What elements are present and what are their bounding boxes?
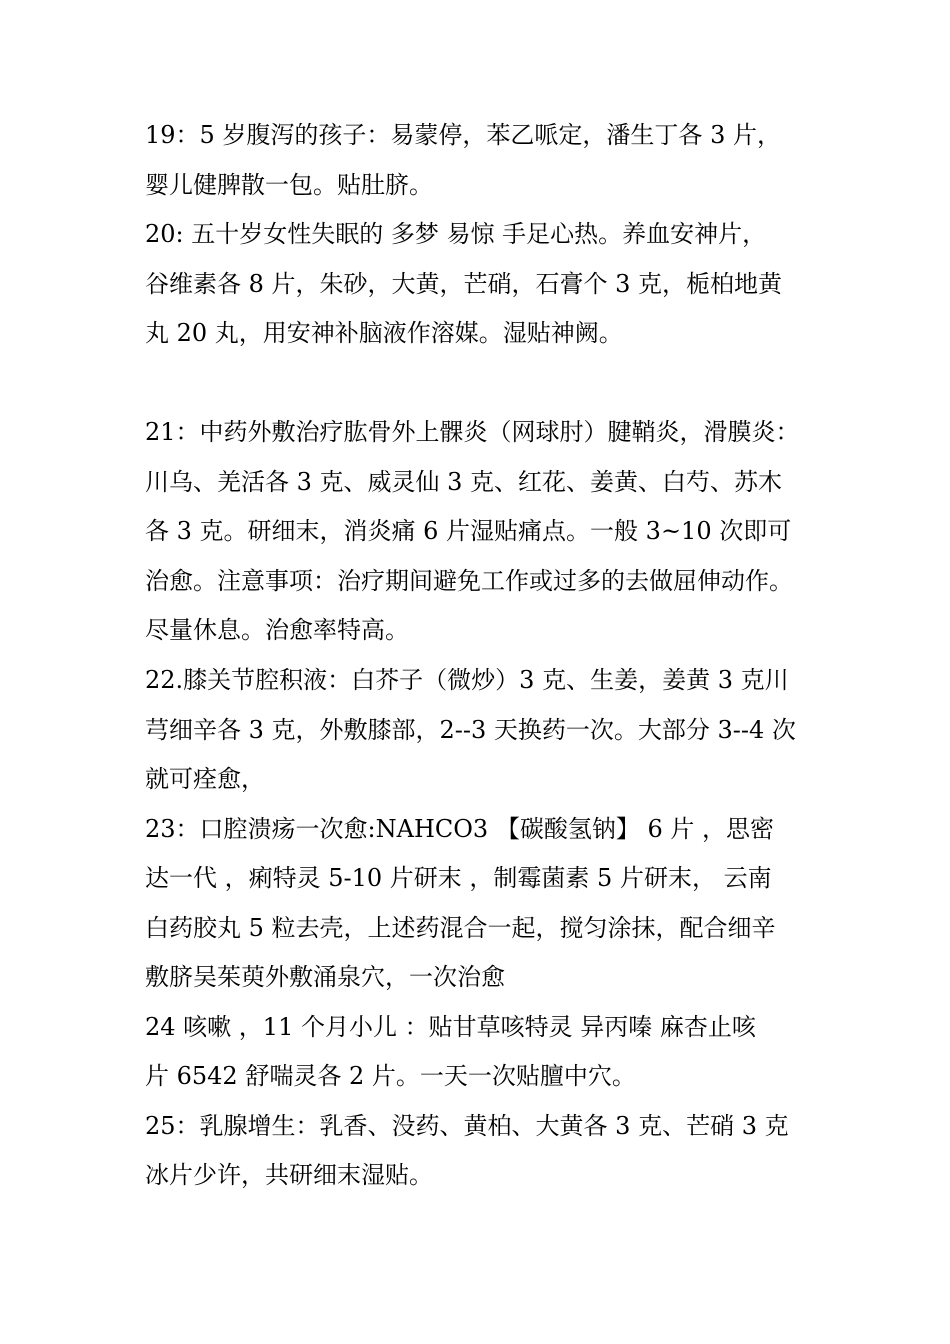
item-24-line-2: 片 6542 舒喘灵各 2 片。一天一次贴膻中穴。	[145, 1062, 636, 1090]
item-20-line-2: 谷维素各 8 片，朱砂，大黄，芒硝，石膏个 3 克，栀柏地黄	[145, 270, 783, 298]
item-20-line-1: 20: 五十岁女性失眠的 多梦 易惊 手足心热。养血安神片，	[145, 220, 767, 248]
item-23-line-4: 敷脐吴茱萸外敷涌泉穴，一次治愈	[145, 963, 505, 991]
item-21-line-3: 各 3 克。研细末，消炎痛 6 片湿贴痛点。一般 3~10 次即可	[145, 517, 792, 545]
item-21-line-4: 治愈。注意事项：治疗期间避免工作或过多的去做屈伸动作。	[145, 567, 793, 595]
item-20-line-3: 丸 20 丸，用安神补脑液作溶媒。湿贴神阙。	[145, 319, 623, 347]
item-25-line-1: 25：乳腺增生：乳香、没药、黄柏、大黄各 3 克、芒硝 3 克	[145, 1112, 789, 1140]
item-24-line-1: 24 咳嗽 ，11 个月小儿 ：贴甘草咳特灵 异丙嗪 麻杏止咳	[145, 1013, 756, 1041]
item-23-line-3: 白药胶丸 5 粒去壳，上述药混合一起，搅匀涂抹，配合细辛	[145, 914, 776, 942]
item-22-line-2: 芎细辛各 3 克，外敷膝部，2--3 天换药一次。大部分 3--4 次	[145, 716, 796, 744]
item-19-line-2: 婴儿健脾散一包。贴肚脐。	[145, 171, 433, 199]
item-21-line-1: 21：中药外敷治疗肱骨外上髁炎（网球肘）腱鞘炎，滑膜炎：	[145, 418, 800, 446]
item-21-line-2: 川乌、羌活各 3 克、威灵仙 3 克、红花、姜黄、白芍、苏木	[145, 468, 783, 496]
item-25-line-2: 冰片少许，共研细末湿贴。	[145, 1161, 433, 1189]
item-22-line-1: 22.膝关节腔积液：白芥子（微炒）3 克、生姜，姜黄 3 克川	[145, 666, 789, 694]
item-22-line-3: 就可痊愈，	[145, 765, 265, 793]
item-21-line-5: 尽量休息。治愈率特高。	[145, 616, 409, 644]
item-23-line-1: 23：口腔溃疡一次愈:NAHCO3 【碳酸氢钠】 6 片 ，思密	[145, 815, 774, 843]
item-23-line-2: 达一代 ，痢特灵 5-10 片研末 ，制霉菌素 5 片研末， 云南	[145, 864, 772, 892]
item-19-line-1: 19：5 岁腹泻的孩子：易蒙停，苯乙哌定，潘生丁各 3 片，	[145, 121, 781, 149]
